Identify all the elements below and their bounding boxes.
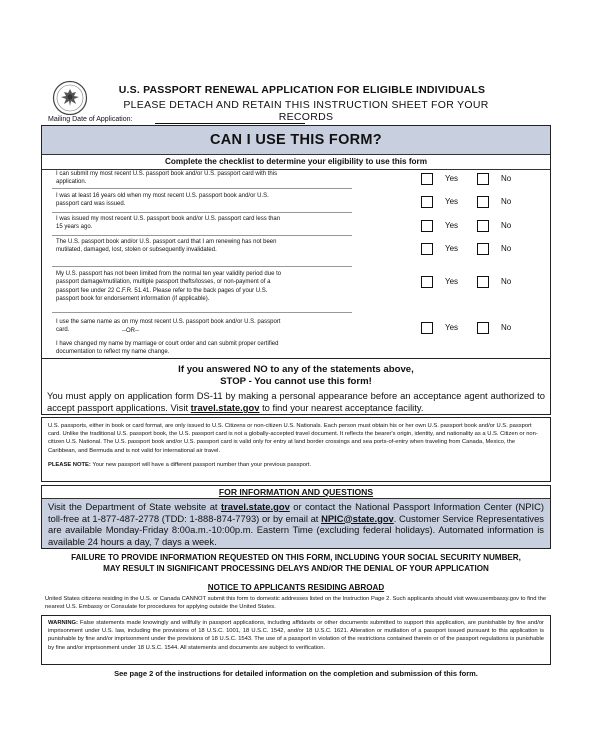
contact-text-2: or contact the National Passport Information Center (NPIC) toll-free at 1-877-487-2778 (TDD: 1-888-874-7793) or by email at — [48, 501, 545, 524]
checklist-question-6b: I have changed my name by marriage or court order and can submit proper certified documentation to reflect my name change. — [56, 341, 279, 356]
info-questions-body — [42, 499, 550, 548]
q4-no-checkbox[interactable] — [477, 243, 489, 255]
info-questions-title: FOR INFORMATION AND QUESTIONS — [42, 486, 550, 499]
checklist-question-6-or: --OR-- — [122, 328, 139, 334]
form-title: U.S. PASSPORT RENEWAL APPLICATION FOR ELIGIBLE INDIVIDUALS — [118, 84, 486, 96]
checklist-question-5: My U.S. passport has not been limited from the normal ten year validity period due to passport damage/mutilation, multiple passport thefts/losses, or non-payment of a passport fee under 22 C.F.R. 51.41. Please refer to the back pages of your U.S. passport book for endorsement information (if applicable). — [56, 271, 282, 303]
ds11-text-end: to find your nearest acceptance facility. — [262, 402, 424, 413]
q3-yes-checkbox[interactable] — [421, 220, 433, 232]
q2-yes-checkbox[interactable] — [421, 196, 433, 208]
q3-no-label: No — [501, 221, 512, 230]
npic-email-link[interactable]: NPIC@state.gov — [321, 512, 394, 524]
divider — [52, 188, 352, 189]
q5-no-label: No — [501, 277, 512, 286]
q4-yes-checkbox[interactable] — [421, 243, 433, 255]
checklist-question-1: I can submit my most recent U.S. passport book and/or U.S. passport card with this application. — [56, 171, 278, 186]
ds11-instructions — [47, 390, 545, 414]
notice-abroad-text: United States citizens residing in the U.S. or Canada CANNOT submit this form to domestic addresses listed on the Instruction Page 2. Such applicants should visit www.usembassy.gov to find the nearest U.S. Embassy or Consulate for procedures for applying outside the United States. — [45, 596, 547, 610]
mailing-date-label: Mailing Date of Application: — [48, 116, 133, 123]
q5-yes-checkbox[interactable] — [421, 276, 433, 288]
divider — [52, 235, 352, 236]
travel-state-link-2[interactable]: travel.state.gov — [221, 501, 290, 512]
info-questions-box — [41, 485, 551, 549]
q1-no-label: No — [501, 174, 512, 183]
passport-info-text: U.S. passports, either in book or card format, are only issued to U.S. Citizens or non-citizen U.S. Nationals. Each person must obtain his or her own U.S. passport book and/or U.S. passport card. Unlike the traditional U.S. passport book, the U.S. passport card is not a globally-accepted travel document. It reflects the bearer's origin, identity, and nationality as a U.S. Citizen or non-citizen U.S. National. The U.S. passport book and/or U.S. passport card is valid only for entry at land border crossings and sea ports-of-entry when traveling from Canada, Mexico, the Caribbean, and Bermuda and is not valid for international air travel. — [48, 423, 538, 454]
q4-no-label: No — [501, 244, 512, 253]
checklist-question-3: I was issued my most recent U.S. passport book and/or U.S. passport card less than 15 years ago. — [56, 216, 281, 231]
notice-abroad-title: NOTICE TO APPLICANTS RESIDING ABROAD — [207, 583, 385, 592]
failure-line-2: MAY RESULT IN SIGNIFICANT PROCESSING DELAYS AND/OR THE DENIAL OF YOUR APPLICATION — [103, 563, 489, 573]
checklist-title: CAN I USE THIS FORM? — [210, 132, 382, 148]
q1-yes-label: Yes — [445, 174, 459, 183]
contact-text-1: Visit the Department of State website at — [48, 501, 218, 512]
q2-yes-label: Yes — [445, 197, 459, 206]
checklist-subtitle: Complete the checklist to determine your eligibility to use this form — [42, 155, 550, 170]
no-answer-section — [41, 358, 551, 413]
contact-text-3: . Customer Service Representatives are available Monday-Friday 8:00a.m.-10:00p.m. Eastern Time (excluding federal holidays). Automated information is available 24 hours a day, 7 days a week. — [48, 512, 544, 547]
please-note-label: PLEASE NOTE: — [48, 461, 91, 468]
footer-note: See page 2 of the instructions for detailed information on the completion and submission of this form. — [114, 669, 478, 678]
q6-yes-label: Yes — [445, 323, 459, 332]
divider — [52, 312, 352, 313]
mailing-date-field[interactable] — [155, 123, 305, 124]
checklist-question-6a: I use the same name as on my most recent U.S. passport book and/or U.S. passport card. — [56, 319, 281, 334]
q2-no-label: No — [501, 197, 512, 206]
warning-box — [41, 615, 551, 665]
q4-yes-label: Yes — [445, 244, 459, 253]
q5-no-checkbox[interactable] — [477, 276, 489, 288]
warning-label: WARNING: — [48, 620, 78, 626]
travel-state-link[interactable]: travel.state.gov — [190, 402, 260, 413]
divider — [52, 212, 352, 213]
q6-yes-checkbox[interactable] — [421, 322, 433, 334]
ds11-text: You must apply on application form DS-11 by making a personal appearance before an acceptance agent authorized to accept passport applications. Visit — [47, 390, 545, 413]
no-answer-heading: If you answered NO to any of the statements above, — [178, 364, 414, 375]
q1-no-checkbox[interactable] — [477, 173, 489, 185]
please-note — [48, 461, 544, 469]
q5-yes-label: Yes — [445, 277, 459, 286]
stop-warning: STOP - You cannot use this form! — [220, 376, 372, 387]
passport-info-box — [41, 417, 551, 482]
q1-yes-checkbox[interactable] — [421, 173, 433, 185]
divider — [52, 266, 352, 267]
q3-yes-label: Yes — [445, 221, 459, 230]
warning-text: False statements made knowingly and willfully in passport applications, including affidavits or other documents submitted to support this application, are punishable by fine and/or imprisonment under U.S. law, including the provisions of 18 U.S.C. 1001, 18 U.S.C. 1542, and/or 18 U.S.C. 1621. Alteration or mutilation of a passport issued pursuant to this application is punishable by fine and/or imprisonment under the provisions of 18 U.S.C. 1543. The use of a passport in violation of the restrictions contained therein or of the passport regulations is punishable by fine and/or imprisonment under 18 U.S.C. 1544. All statements and documents are subject to verification. — [48, 620, 544, 651]
q6-no-checkbox[interactable] — [477, 322, 489, 334]
checklist-question-4: The U.S. passport book and/or U.S. passport card that I am renewing has not been mutilated, damaged, lost, stolen or subsequently invalidated. — [56, 239, 277, 254]
failure-notice — [41, 553, 551, 574]
checklist-question-2: I was at least 16 years old when my most recent U.S. passport book and/or U.S. passport card was issued. — [56, 193, 269, 208]
q6-no-label: No — [501, 323, 512, 332]
form-subtitle: PLEASE DETACH AND RETAIN THIS INSTRUCTION SHEET FOR YOUR RECORDS — [123, 99, 489, 123]
q3-no-checkbox[interactable] — [477, 220, 489, 232]
department-seal-icon — [52, 80, 88, 116]
q2-no-checkbox[interactable] — [477, 196, 489, 208]
failure-line-1: FAILURE TO PROVIDE INFORMATION REQUESTED ON THIS FORM, INCLUDING YOUR SOCIAL SECURITY NUMBER, — [71, 553, 521, 562]
please-note-text: Your new passport will have a different passport number than your previous passport. — [92, 461, 312, 468]
